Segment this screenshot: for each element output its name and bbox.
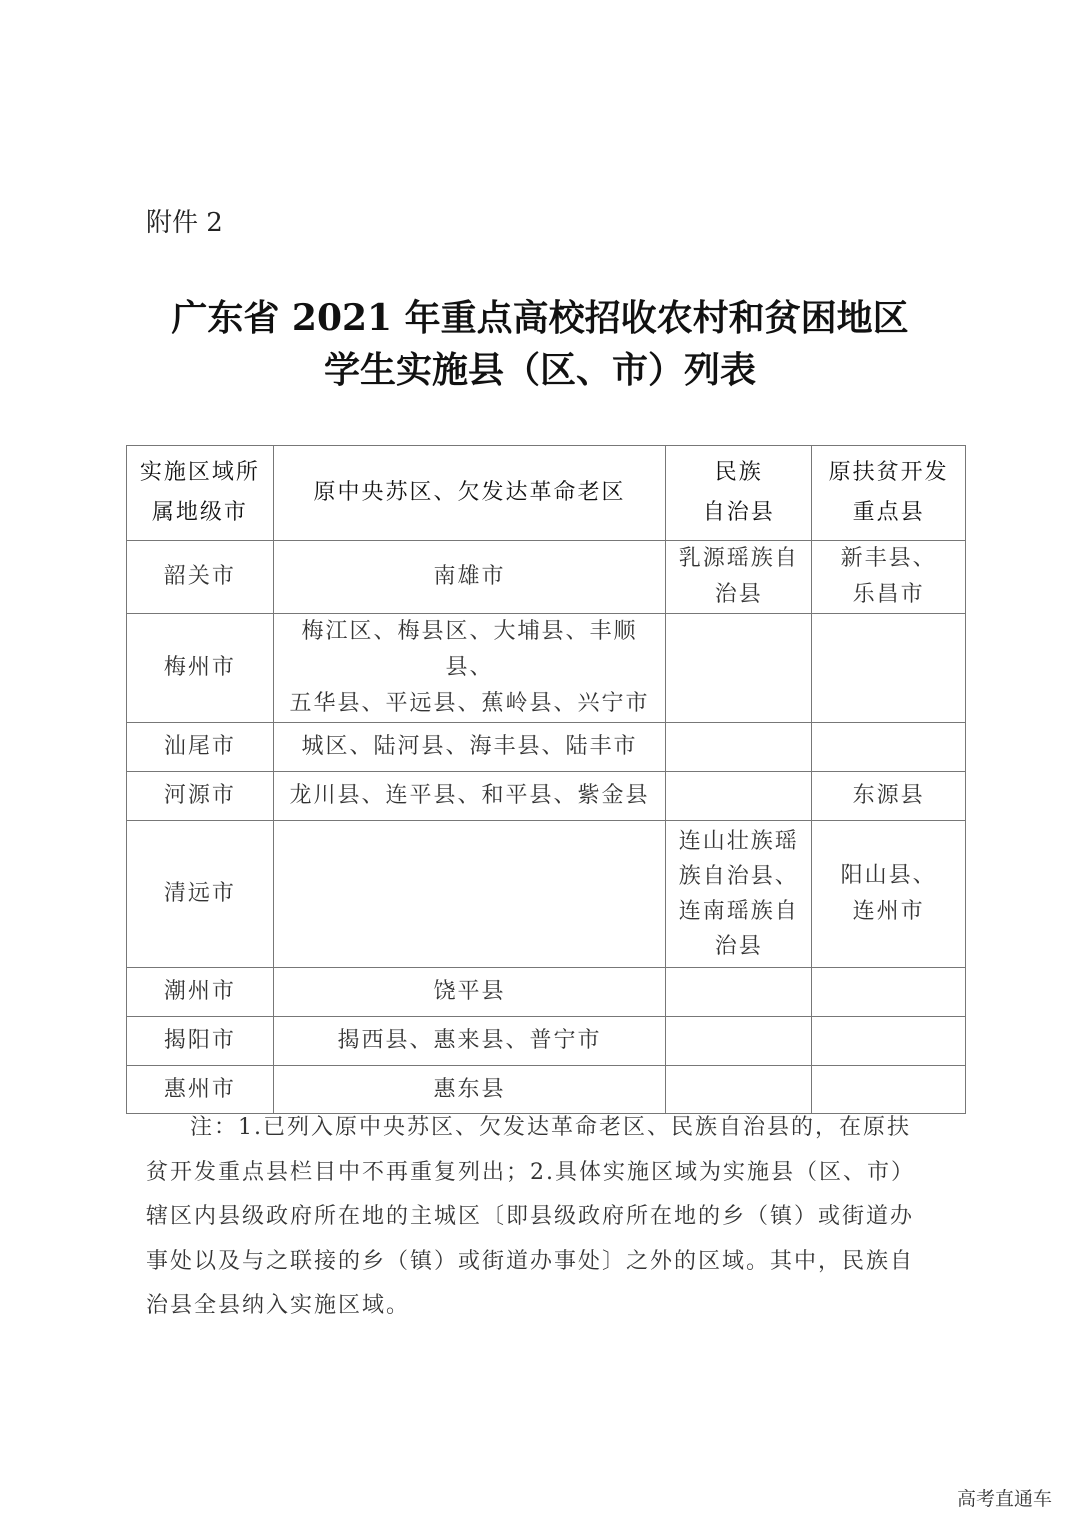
old-area-cell (273, 772, 665, 821)
table-row (127, 541, 966, 614)
table-row (127, 821, 966, 968)
city-cell: 潮州市 (127, 968, 274, 1017)
city-cell: 揭阳市 (127, 1017, 274, 1066)
cell-line: 民族 (714, 460, 763, 485)
cell-line: 自治县 (702, 500, 775, 525)
old-area-cell (273, 614, 665, 723)
note-line: 事处以及与之联接的乡（镇）或街道办事处〕之外的区域。其中，民族自 (146, 1248, 915, 1274)
old-area-cell (273, 541, 665, 614)
poverty-county-cell (812, 772, 966, 821)
cell-line: 实施区域所 (139, 460, 260, 485)
header-poverty-county (812, 446, 966, 541)
cell-line: 阳山县、 (840, 863, 937, 888)
ethnic-county-cell (666, 723, 812, 772)
header-city (127, 446, 274, 541)
table-row (127, 968, 966, 1017)
poverty-county-cell (812, 1017, 966, 1066)
ethnic-county-cell (666, 614, 812, 723)
cell-line: 乐昌市 (852, 582, 925, 607)
old-area-cell (273, 968, 665, 1017)
cell-line: 惠东县 (433, 1076, 506, 1102)
city-cell: 梅州市 (127, 614, 274, 723)
county-list-table (126, 445, 966, 1114)
poverty-county-cell (812, 821, 966, 968)
table-header-row (127, 446, 966, 541)
cell-line: 原扶贫开发 (828, 460, 949, 485)
cell-line: 南雄市 (433, 564, 506, 589)
city-cell: 惠州市 (127, 1066, 274, 1114)
note-line: 辖区内县级政府所在地的主城区〔即县级政府所在地的乡（镇）或街道办 (146, 1204, 915, 1229)
table-row (127, 614, 966, 723)
poverty-county-cell (812, 968, 966, 1017)
document-title-line-2: 学生实施县（区、市）列表 (323, 349, 756, 391)
poverty-county-cell (812, 541, 966, 614)
table-row (127, 723, 966, 772)
cell-line: 龙川县、连平县、和平县、紫金县 (289, 783, 650, 808)
cell-line: 重点县 (852, 500, 925, 525)
cell-line: 族自治县、 (678, 864, 799, 889)
cell-line: 乳源瑶族自 (678, 546, 799, 571)
cell-line: 东源县 (852, 783, 925, 808)
attachment-label: 附件 2 (146, 208, 223, 238)
cell-line: 治县 (714, 582, 763, 607)
ethnic-county-cell (666, 968, 812, 1017)
cell-line: 五华县、平远县、蕉岭县、兴宁市 (289, 691, 650, 716)
cell-line: 梅江区、梅县区、大埔县、丰顺县、 (301, 619, 638, 680)
table-row (127, 772, 966, 821)
ethnic-county-cell (666, 541, 812, 614)
header-old-revolutionary-area (273, 446, 665, 541)
note-line: 治县全县纳入实施区域。 (146, 1293, 411, 1318)
poverty-county-cell (812, 614, 966, 723)
old-area-cell (273, 723, 665, 772)
cell-line: 连南瑶族自 (678, 899, 799, 924)
cell-line: 连州市 (852, 899, 925, 924)
cell-line: 揭西县、惠来县、普宁市 (337, 1028, 602, 1053)
cell-line: 饶平县 (433, 979, 506, 1004)
note-line: 贫开发重点县栏目中不再重复列出；2.具体实施区域为实施县（区、市） (146, 1159, 915, 1185)
table-note (146, 1106, 946, 1329)
ethnic-county-cell (666, 821, 812, 968)
old-area-cell (273, 821, 665, 968)
document-title-line-1: 广东省 2021 年重点高校招收农村和贫困地区 (171, 297, 909, 339)
cell-line: 属地级市 (151, 500, 248, 525)
note-line: 注：1.已列入原中央苏区、欠发达革命老区、民族自治县的，在原扶 (190, 1115, 911, 1140)
watermark: 高考直通车 (956, 1488, 1052, 1510)
city-cell: 河源市 (127, 772, 274, 821)
cell-line: 原中央苏区、欠发达革命老区 (313, 480, 626, 505)
old-area-cell (273, 1017, 665, 1066)
poverty-county-cell (812, 723, 966, 772)
ethnic-county-cell (666, 1017, 812, 1066)
city-cell: 清远市 (127, 821, 274, 968)
cell-line: 连山壮族瑶 (678, 829, 799, 854)
cell-line: 治县 (714, 934, 763, 959)
table-row (127, 1017, 966, 1066)
city-cell: 韶关市 (127, 541, 274, 614)
cell-line: 新丰县、 (840, 546, 937, 571)
city-cell: 汕尾市 (127, 723, 274, 772)
header-ethnic-autonomous-county (666, 446, 812, 541)
ethnic-county-cell (666, 772, 812, 821)
cell-line: 城区、陆河县、海丰县、陆丰市 (301, 734, 638, 759)
